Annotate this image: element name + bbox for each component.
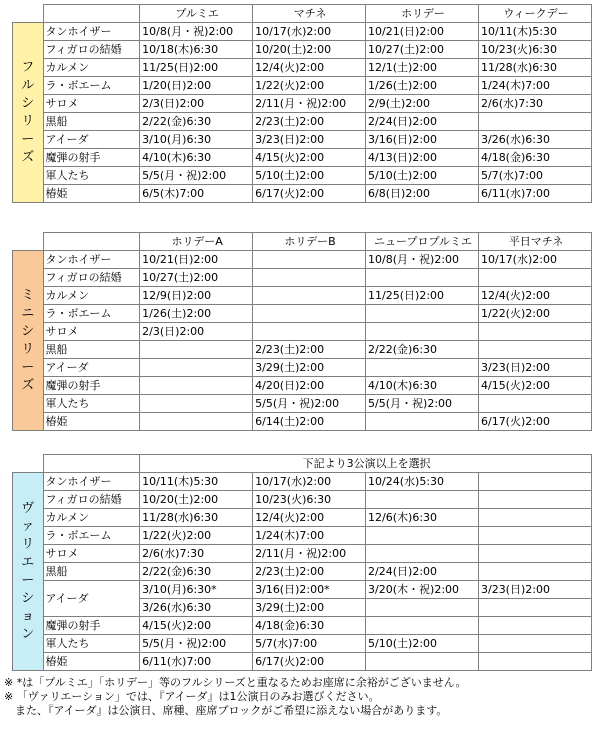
performance-date <box>366 599 479 617</box>
performance-date: 10/8(月・祝)2:00 <box>366 251 479 269</box>
performance-date: 10/27(土)2:00 <box>366 41 479 59</box>
table-row <box>13 287 592 305</box>
performance-date <box>366 323 479 341</box>
performance-date: 1/24(木)7:00 <box>253 527 366 545</box>
performance-date: 6/5(木)7:00 <box>140 185 253 203</box>
performance-date: 10/8(月・祝)2:00 <box>140 23 253 41</box>
performance-date <box>366 413 479 431</box>
performance-date: 12/4(火)2:00 <box>478 287 591 305</box>
performance-date <box>478 113 591 131</box>
performance-date: 4/15(火)2:00 <box>140 617 253 635</box>
table-row <box>13 323 592 341</box>
performance-date <box>366 527 479 545</box>
performance-date <box>478 509 591 527</box>
table-row <box>13 131 592 149</box>
table-row <box>13 413 592 431</box>
performance-date <box>366 359 479 377</box>
table-row <box>13 581 592 599</box>
table-row <box>13 95 592 113</box>
performance-date: 5/5(月・祝)2:00 <box>140 635 253 653</box>
work-title: タンホイザー <box>43 473 140 491</box>
performance-date: 10/20(土)2:00 <box>253 41 366 59</box>
header-work-blank <box>43 5 140 23</box>
performance-date <box>140 341 253 359</box>
table-row <box>13 341 592 359</box>
work-title: 軍人たち <box>43 395 140 413</box>
performance-date: 3/23(日)2:00 <box>253 131 366 149</box>
performance-date: 3/26(水)6:30 <box>140 599 253 617</box>
table-row <box>13 113 592 131</box>
series-label <box>13 473 44 671</box>
header-work-blank <box>43 233 140 251</box>
performance-date <box>140 395 253 413</box>
performance-date: 4/18(金)6:30 <box>253 617 366 635</box>
work-title: 椿姫 <box>43 185 140 203</box>
work-title: サロメ <box>43 323 140 341</box>
performance-date: 4/10(木)6:30 <box>366 377 479 395</box>
performance-date <box>366 617 479 635</box>
performance-date <box>366 269 479 287</box>
work-title: 軍人たち <box>43 635 140 653</box>
schedule-table <box>12 4 592 203</box>
performance-date: 2/11(月・祝)2:00 <box>253 545 366 563</box>
performance-date: 10/24(水)5:30 <box>366 473 479 491</box>
work-title: 黒船 <box>43 113 140 131</box>
work-title: 魔弾の射手 <box>43 149 140 167</box>
column-header: ホリデーB <box>253 233 366 251</box>
table-row <box>13 509 592 527</box>
work-title: タンホイザー <box>43 251 140 269</box>
work-title: カルメン <box>43 287 140 305</box>
performance-date: 12/4(火)2:00 <box>253 509 366 527</box>
performance-date <box>366 305 479 323</box>
performance-date: 4/18(金)6:30 <box>478 149 591 167</box>
performance-date: 11/25(日)2:00 <box>366 287 479 305</box>
performance-date: 5/7(水)7:00 <box>253 635 366 653</box>
work-title: サロメ <box>43 545 140 563</box>
performance-date: 2/22(金)6:30 <box>140 563 253 581</box>
performance-date: 10/23(火)6:30 <box>478 41 591 59</box>
work-title: カルメン <box>43 59 140 77</box>
table-row <box>13 149 592 167</box>
performance-date <box>478 617 591 635</box>
performance-date: 6/17(火)2:00 <box>478 413 591 431</box>
header-work-blank <box>43 455 140 473</box>
work-title: 黒船 <box>43 341 140 359</box>
performance-date <box>140 359 253 377</box>
footnotes <box>4 676 596 718</box>
series-label-text: ヴァリエーション <box>21 500 35 642</box>
performance-date <box>478 527 591 545</box>
table-row <box>13 23 592 41</box>
table-row <box>13 395 592 413</box>
work-title: アイーダ <box>43 131 140 149</box>
table-row <box>13 377 592 395</box>
work-title: 黒船 <box>43 563 140 581</box>
header-corner <box>13 455 44 473</box>
performance-date: 5/5(月・祝)2:00 <box>366 395 479 413</box>
performance-date: 10/18(木)6:30 <box>140 41 253 59</box>
table-row <box>13 491 592 509</box>
footnote: ※ *は「プルミエ」「ホリデー」等のフルシリーズと重なるためお座席に余裕がございません。 <box>4 676 467 689</box>
header-row <box>13 233 592 251</box>
performance-date: 2/23(土)2:00 <box>253 563 366 581</box>
table-row <box>13 545 592 563</box>
performance-date: 12/1(土)2:00 <box>366 59 479 77</box>
work-title: サロメ <box>43 95 140 113</box>
performance-date: 2/23(土)2:00 <box>253 113 366 131</box>
work-title: フィガロの結婚 <box>43 41 140 59</box>
performance-date <box>253 323 366 341</box>
performance-date: 10/11(木)5:30 <box>478 23 591 41</box>
performance-date <box>253 269 366 287</box>
performance-date: 4/13(日)2:00 <box>366 149 479 167</box>
table-row <box>13 167 592 185</box>
performance-date <box>478 545 591 563</box>
work-title: タンホイザー <box>43 23 140 41</box>
performance-date <box>478 635 591 653</box>
performance-date: 10/17(水)2:00 <box>253 23 366 41</box>
performance-date: 1/22(火)2:00 <box>478 305 591 323</box>
performance-date: 2/3(日)2:00 <box>140 95 253 113</box>
table-row <box>13 617 592 635</box>
header-row <box>13 5 592 23</box>
performance-date: 5/5(月・祝)2:00 <box>140 167 253 185</box>
column-header: 下記より3公演以上を選択 <box>140 455 592 473</box>
variation-table <box>12 454 592 671</box>
column-header: マチネ <box>253 5 366 23</box>
performance-date: 5/10(土)2:00 <box>253 167 366 185</box>
performance-date <box>478 269 591 287</box>
mini-series-table <box>12 232 592 431</box>
header-corner <box>13 233 44 251</box>
performance-date: 10/21(日)2:00 <box>366 23 479 41</box>
table-row <box>13 77 592 95</box>
table-row <box>13 563 592 581</box>
schedule-table <box>12 454 592 671</box>
performance-date <box>253 305 366 323</box>
table-row <box>13 305 592 323</box>
performance-date: 10/11(木)5:30 <box>140 473 253 491</box>
performance-date: 3/23(日)2:00 <box>478 581 591 599</box>
table-row <box>13 59 592 77</box>
performance-date: 10/17(水)2:00 <box>478 251 591 269</box>
performance-date: 10/20(土)2:00 <box>140 491 253 509</box>
performance-date <box>253 251 366 269</box>
performance-date: 4/15(火)2:00 <box>478 377 591 395</box>
table-row <box>13 41 592 59</box>
work-title: ラ・ボエーム <box>43 527 140 545</box>
performance-date <box>478 395 591 413</box>
performance-date: 3/29(土)2:00 <box>253 599 366 617</box>
performance-date: 3/10(月)6:30* <box>140 581 253 599</box>
performance-date <box>478 491 591 509</box>
performance-date: 6/8(日)2:00 <box>366 185 479 203</box>
performance-date: 6/11(水)7:00 <box>478 185 591 203</box>
column-header: プルミエ <box>140 5 253 23</box>
performance-date: 3/23(日)2:00 <box>478 359 591 377</box>
performance-date: 11/28(水)6:30 <box>140 509 253 527</box>
performance-date: 3/16(日)2:00* <box>253 581 366 599</box>
performance-date: 2/24(日)2:00 <box>366 563 479 581</box>
performance-date: 3/29(土)2:00 <box>253 359 366 377</box>
table-row <box>13 653 592 671</box>
performance-date: 2/24(日)2:00 <box>366 113 479 131</box>
performance-date: 3/26(水)6:30 <box>478 131 591 149</box>
column-header: 平日マチネ <box>478 233 591 251</box>
performance-date <box>140 413 253 431</box>
performance-date: 12/4(火)2:00 <box>253 59 366 77</box>
performance-date: 2/9(土)2:00 <box>366 95 479 113</box>
performance-date: 6/17(火)2:00 <box>253 653 366 671</box>
performance-date <box>478 563 591 581</box>
performance-date: 12/6(木)6:30 <box>366 509 479 527</box>
column-header: ホリデーA <box>140 233 253 251</box>
performance-date: 5/10(土)2:00 <box>366 635 479 653</box>
performance-date: 10/21(日)2:00 <box>140 251 253 269</box>
header-row <box>13 455 592 473</box>
footnote: また、『アイーダ』は公演日、席種、座席ブロックがご希望に添えない場合があります。 <box>4 704 448 717</box>
work-title: フィガロの結婚 <box>43 491 140 509</box>
performance-date: 1/20(日)2:00 <box>140 77 253 95</box>
performance-date: 2/22(金)6:30 <box>140 113 253 131</box>
performance-date: 5/10(土)2:00 <box>366 167 479 185</box>
performance-date: 4/15(火)2:00 <box>253 149 366 167</box>
performance-date: 5/5(月・祝)2:00 <box>253 395 366 413</box>
performance-date: 1/24(木)7:00 <box>478 77 591 95</box>
work-title: アイーダ <box>43 359 140 377</box>
performance-date <box>478 653 591 671</box>
table-row <box>13 251 592 269</box>
series-label-text: ミニシリーズ <box>21 287 35 393</box>
performance-date <box>253 287 366 305</box>
performance-date: 3/10(月)6:30 <box>140 131 253 149</box>
performance-date <box>478 599 591 617</box>
performance-date: 10/23(火)6:30 <box>253 491 366 509</box>
performance-date: 11/25(日)2:00 <box>140 59 253 77</box>
performance-date: 3/20(木・祝)2:00 <box>366 581 479 599</box>
performance-date: 2/22(金)6:30 <box>366 341 479 359</box>
work-title: 椿姫 <box>43 413 140 431</box>
performance-date: 5/7(水)7:00 <box>478 167 591 185</box>
footnote: ※ 「ヴァリエーション」では、『アイーダ』は1公演日のみお選びください。 <box>4 690 380 703</box>
series-label-text: フルシリーズ <box>21 59 35 165</box>
table-row <box>13 473 592 491</box>
performance-date <box>366 491 479 509</box>
performance-date: 1/26(土)2:00 <box>140 305 253 323</box>
work-title: 魔弾の射手 <box>43 617 140 635</box>
performance-date: 1/22(火)2:00 <box>140 527 253 545</box>
performance-date: 4/20(日)2:00 <box>253 377 366 395</box>
performance-date: 2/6(水)7:30 <box>140 545 253 563</box>
table-row <box>13 635 592 653</box>
table-row <box>13 527 592 545</box>
table-row <box>13 269 592 287</box>
performance-date <box>478 473 591 491</box>
performance-date <box>478 323 591 341</box>
table-row <box>13 359 592 377</box>
performance-date: 2/23(土)2:00 <box>253 341 366 359</box>
work-title: フィガロの結婚 <box>43 269 140 287</box>
column-header: ウィークデー <box>478 5 591 23</box>
table-row <box>13 185 592 203</box>
performance-date: 6/14(土)2:00 <box>253 413 366 431</box>
performance-date: 10/17(水)2:00 <box>253 473 366 491</box>
work-title: ラ・ボエーム <box>43 77 140 95</box>
schedule-table <box>12 232 592 431</box>
performance-date: 6/11(水)7:00 <box>140 653 253 671</box>
performance-date: 1/26(土)2:00 <box>366 77 479 95</box>
performance-date: 4/10(木)6:30 <box>140 149 253 167</box>
performance-date: 11/28(水)6:30 <box>478 59 591 77</box>
work-title: 椿姫 <box>43 653 140 671</box>
performance-date: 1/22(火)2:00 <box>253 77 366 95</box>
performance-date: 12/9(日)2:00 <box>140 287 253 305</box>
performance-date <box>366 653 479 671</box>
full-series-table <box>12 4 592 203</box>
work-title: ラ・ボエーム <box>43 305 140 323</box>
performance-date: 10/27(土)2:00 <box>140 269 253 287</box>
performance-date: 2/6(水)7:30 <box>478 95 591 113</box>
work-title: 軍人たち <box>43 167 140 185</box>
work-title: アイーダ <box>43 581 140 617</box>
header-corner <box>13 5 44 23</box>
work-title: カルメン <box>43 509 140 527</box>
column-header: ニュープロプルミエ <box>366 233 479 251</box>
column-header: ホリデー <box>366 5 479 23</box>
performance-date: 6/17(火)2:00 <box>253 185 366 203</box>
series-label <box>13 23 44 203</box>
series-label <box>13 251 44 431</box>
performance-date: 2/11(月・祝)2:00 <box>253 95 366 113</box>
performance-date: 3/16(日)2:00 <box>366 131 479 149</box>
performance-date: 2/3(日)2:00 <box>140 323 253 341</box>
performance-date <box>366 545 479 563</box>
performance-date <box>478 341 591 359</box>
work-title: 魔弾の射手 <box>43 377 140 395</box>
performance-date <box>140 377 253 395</box>
